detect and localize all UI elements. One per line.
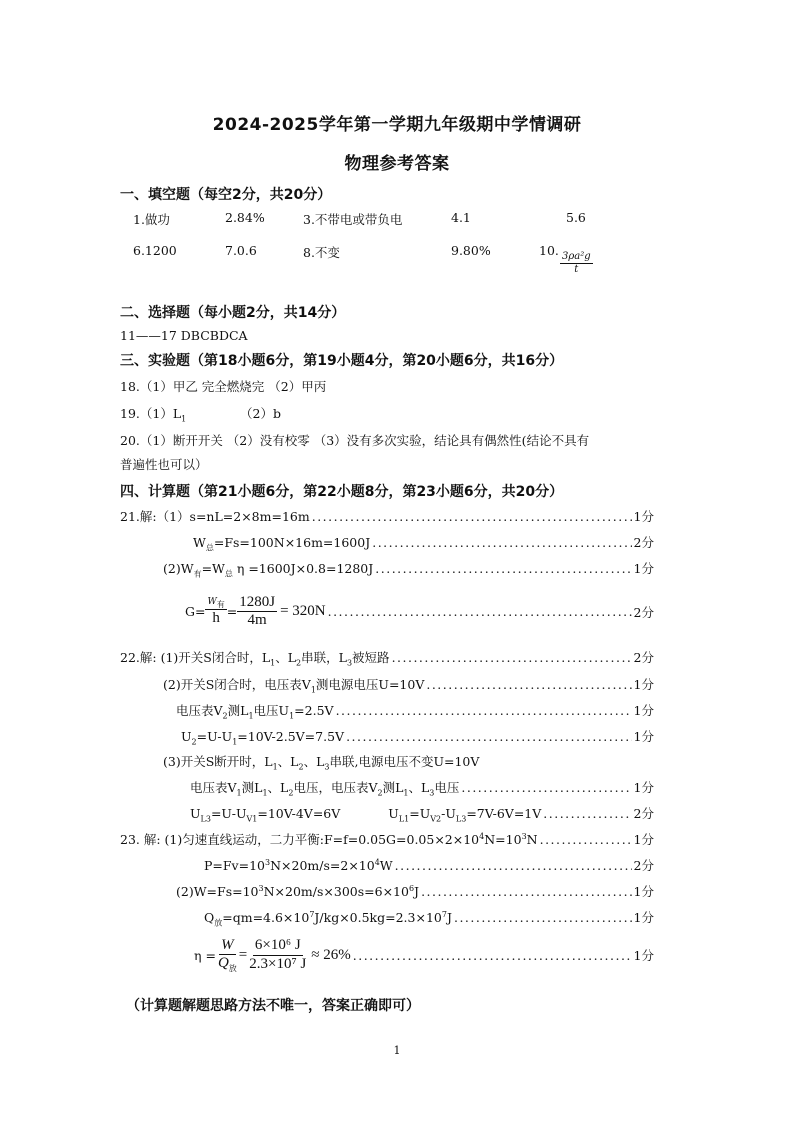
score: 1分 bbox=[633, 948, 654, 964]
answer-10-label: 10. bbox=[539, 243, 559, 258]
formula-denominator: t bbox=[574, 263, 579, 275]
q22-step-3: 电压表$V_2$测$L_1$电压$U_1=2.5V$ ..... 1分 bbox=[176, 701, 654, 721]
q23-step-1: 23. 解: (1)匀速直线运动，二力平衡$:F=f=0.05G=0.05\times 2\times 10^4N=10^3N$ ..... 1分 bbox=[120, 830, 654, 848]
score: 2分 bbox=[633, 650, 654, 665]
score: 1分 bbox=[633, 561, 654, 576]
answer-19-part1: $19.(1)L_1$ bbox=[120, 406, 187, 424]
answer-20-line2: 普遍性也可以） bbox=[120, 457, 208, 472]
score: 1分 bbox=[633, 729, 654, 744]
answer-5: 5.6 bbox=[566, 210, 586, 225]
q22-step-4: $U_2=U-U_1=10V-2.5V=7.5V$ ..... 1分 bbox=[181, 727, 654, 747]
score: 1分 bbox=[633, 910, 654, 925]
score: 1分 bbox=[633, 832, 654, 847]
section-choice-heading: 二、选择题（每小题2分，共14分） bbox=[120, 305, 346, 321]
answer-7: 7.0.6 bbox=[225, 243, 257, 258]
q22-step-6: 电压表$V_1$测$L_1$、$L_2$电压，电压表$V_2$测$L_1$、$L_3$电压 ..... 1分 bbox=[190, 778, 654, 798]
section-experiment-heading: 三、实验题（第18小题6分，第19小题4分，第20小题6分，共16分） bbox=[120, 353, 564, 369]
answer-10-formula bbox=[560, 251, 593, 275]
q21-step-3: $(2)W_有=W_总$ η =1600J×0.8=1280J ..... 1分 bbox=[163, 559, 654, 580]
score: 2分 bbox=[633, 858, 654, 873]
q22-step-2: (2)开关S闭合时，电压表$V_1$测电源电压U=10V ..... 1分 bbox=[163, 675, 654, 695]
score: 2分 bbox=[633, 806, 654, 821]
answer-18: 18.（1）甲乙 完全燃烧完 （2）甲丙 bbox=[120, 379, 327, 394]
answer-6: 6.1200 bbox=[133, 243, 177, 258]
q23-step-5: η = $\frac{W}{Q_放}$ = $\frac{\text{6×10⁶ J}}{\text{2.3×10⁷ J}}$ ≈ 26% ..... 1分 bbox=[194, 937, 654, 973]
answer-2: 2.84% bbox=[225, 210, 265, 225]
q22-step-7: $U_{L3}=U-U_{V1}=10V-4V=6V$ $U_{L1}=U_{V2}-U_{L3}=7V-6V=1V$ ..... 2分 bbox=[190, 804, 654, 824]
q21-step-2: $W_总=Fs=100N\times 16m=1600J$ ..... 2分 bbox=[193, 533, 654, 554]
score: 1分 bbox=[633, 703, 654, 718]
footer-note: （计算题解题思路方法不唯一，答案正确即可） bbox=[126, 998, 420, 1014]
section-fill-blank-heading: 一、填空题（每空2分，共20分） bbox=[120, 187, 332, 203]
score: 1分 bbox=[633, 509, 654, 524]
score: 2分 bbox=[633, 604, 654, 620]
choice-answers: 11——17 DBCBDCA bbox=[120, 328, 248, 343]
formula-numerator: 3ρa²g bbox=[562, 251, 591, 262]
q22-step-5: (3)开关S断开时，$L_1$、$L_2$、$L_3$串联,电源电压不变U=10V bbox=[163, 754, 480, 772]
section-calculation-heading: 四、计算题（第21小题6分，第22小题8分，第23小题6分，共20分） bbox=[120, 484, 564, 500]
score: 1分 bbox=[633, 780, 654, 795]
answer-8: 8.不变 bbox=[303, 245, 340, 260]
answer-1: 1.做功 bbox=[133, 212, 170, 227]
score: 1分 bbox=[633, 884, 654, 899]
answer-3: 3.不带电或带负电 bbox=[303, 212, 403, 227]
page-subtitle: 物理参考答案 bbox=[344, 154, 450, 174]
q21-step-4: G= $\frac{W_有}{h}$ = $\frac{1280J}{4m}$ = 320N ..... 2分 bbox=[185, 594, 654, 630]
score: 1分 bbox=[633, 677, 654, 692]
score: 2分 bbox=[633, 535, 654, 550]
page-title: 2024-2025学年第一学期九年级期中学情调研 bbox=[212, 115, 582, 135]
page-number: 1 bbox=[393, 1044, 401, 1057]
q23-step-4: $Q_放=qm=4.6\times 10^7J/kg\times 0.5kg=2.3\times 10^7J$ ..... 1分 bbox=[204, 908, 654, 929]
answer-19-part2: （2）b bbox=[240, 406, 281, 421]
q23-step-3: $(2)W=Fs=10^3N\times 20m/s\times 300s=6\times 10^6J$ ..... 1分 bbox=[176, 882, 654, 900]
q22-step-1: 22.解: (1)开关S闭合时，$L_1$、$L_2$串联，$L_3$被短路 ..... 2分 bbox=[120, 648, 654, 668]
answer-4: 4.1 bbox=[451, 210, 471, 225]
answer-20-line1: 20.（1）断开开关 （2）没有校零 （3）没有多次实验，结论具有偶然性(结论不具有 bbox=[120, 433, 590, 448]
q23-step-2: $P=Fv=10^3N\times 20m/s=2\times 10^4W$ ..... 2分 bbox=[204, 856, 654, 874]
answer-9: 9.80% bbox=[451, 243, 491, 258]
q21-step-1: 21.解:（1）s=nL=2×8m=16m ..... 1分 bbox=[120, 507, 654, 525]
